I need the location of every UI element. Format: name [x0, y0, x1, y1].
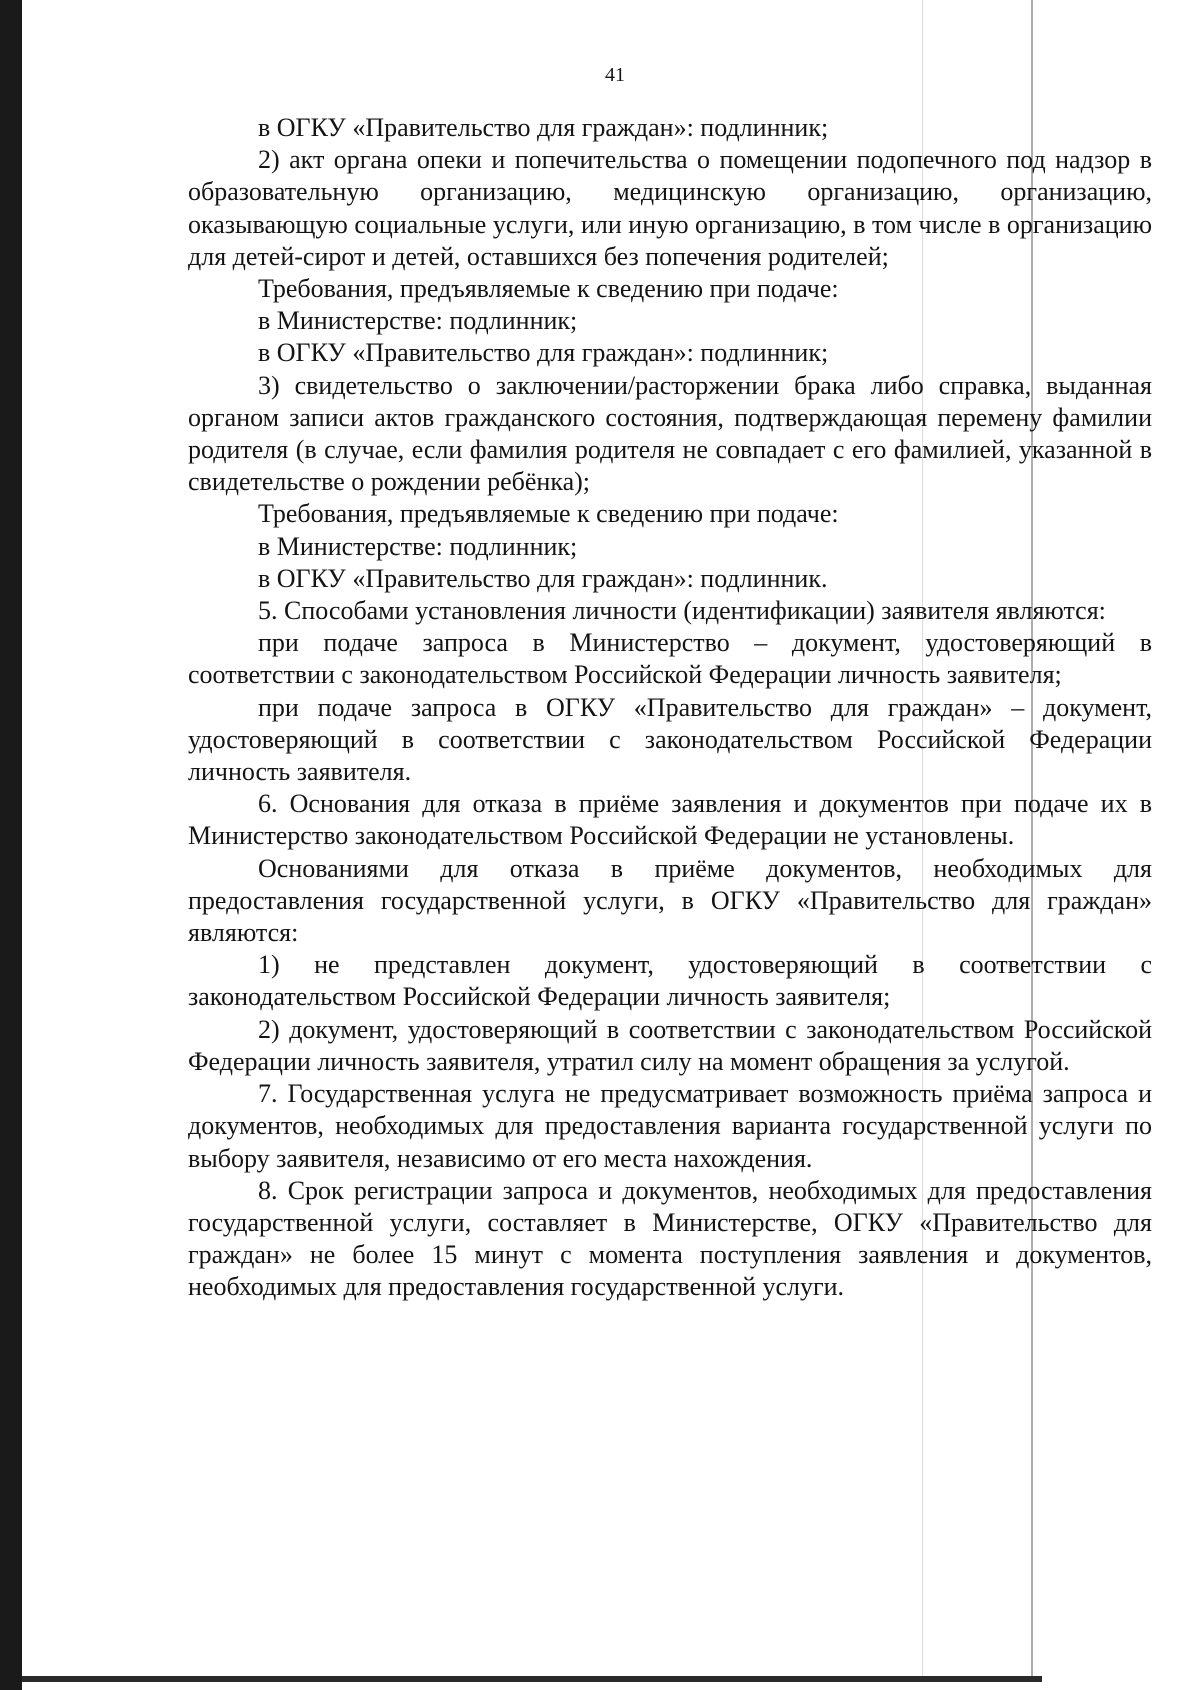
scan-edge-bottom [22, 1676, 1042, 1682]
paragraph: при подаче запроса в Министерство – документ, удостоверяющий в соответствии с законодательством Российской Федерации личность заявителя; [188, 628, 1152, 690]
paragraph: 3) свидетельство о заключении/расторжении брака либо справка, выданная органом записи актов гражданского состояния, подтверждающая перемену фамилии родителя (в случае, если фамилия родителя не совпадает с его фамилией, указанной в свидетельстве о рождении ребёнка); [188, 370, 1152, 497]
paragraph: в Министерстве: подлинник; [258, 531, 578, 561]
paragraph: при подаче запроса в ОГКУ «Правительство для граждан» – документ, удостоверяющий в соответствии с законодательством Российской Федерации личность заявителя. [188, 692, 1152, 787]
document-body [188, 112, 1152, 1304]
paragraph: Основаниями для отказа в приёме документов, необходимых для предоставления государственной услуги, в ОГКУ «Правительство для граждан» являются: [188, 853, 1152, 948]
paragraph: 5. Способами установления личности (идентификации) заявителя являются: [258, 596, 1106, 626]
paragraph: Требования, предъявляемые к сведению при подаче: [258, 274, 839, 304]
page-number: 41 [605, 64, 625, 86]
paragraph: 7. Государственная услуга не предусматривает возможность приёма запроса и документов, необходимых для предоставления варианта государственной услуги по выбору заявителя, независимо от его места нахождения. [188, 1079, 1152, 1173]
paragraph: в Министерстве: подлинник; [258, 306, 578, 336]
scan-edge-left [0, 0, 22, 1690]
paragraph: Требования, предъявляемые к сведению при подаче: [258, 499, 839, 529]
paragraph: 8. Срок регистрации запроса и документов, необходимых для предоставления государственной услуги, составляет в Министерстве, ОГКУ «Правительство для граждан» не более 15 минут с момента поступления заявления и документов, необходимых для предоставления государственной услуги. [188, 1175, 1152, 1302]
paragraph: 6. Основания для отказа в приёме заявления и документов при подаче их в Министерство законодательством Российской Федерации не установлены. [188, 789, 1152, 851]
paragraph: 2) акт органа опеки и попечительства о помещении подопечного под надзор в образовательную организацию, медицинскую организацию, организацию, оказывающую социальные услуги, или иную организацию, в том числе в организацию для детей-сирот и детей, оставшихся без попечения родителей; [188, 145, 1152, 271]
paragraph: 1) не представлен документ, удостоверяющий в соответствии с законодательством Российской Федерации личность заявителя; [188, 950, 1152, 1012]
paragraph: 2) документ, удостоверяющий в соответствии с законодательством Российской Федерации личность заявителя, утратил силу на момент обращения за услугой. [188, 1014, 1152, 1076]
paragraph: в ОГКУ «Правительство для граждан»: подлинник. [258, 563, 828, 593]
paragraph: в ОГКУ «Правительство для граждан»: подлинник; [258, 338, 829, 368]
paragraph: в ОГКУ «Правительство для граждан»: подлинник; [258, 113, 829, 142]
